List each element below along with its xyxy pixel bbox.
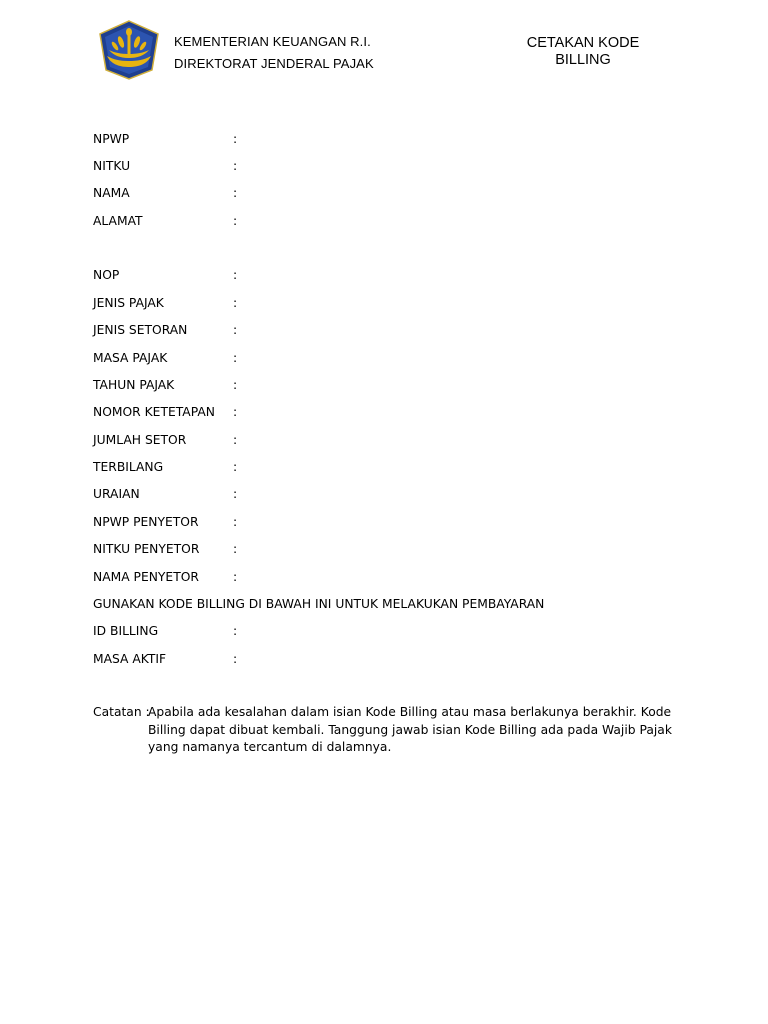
field-npwp-penyetor (93, 513, 237, 531)
org-name-ministry: KEMENTERIAN KEUANGAN R.I. (174, 34, 371, 49)
document-title (502, 35, 664, 69)
field-terbilang (93, 458, 237, 476)
field-label: ALAMAT (93, 214, 143, 228)
field-masa-pajak (93, 349, 237, 367)
field-colon: : (233, 132, 238, 146)
field-id-billing (93, 622, 237, 640)
field-colon: : (233, 624, 238, 638)
field-colon: : (233, 652, 238, 666)
field-colon: : (233, 570, 238, 584)
field-jenis-pajak (93, 294, 237, 312)
kemenkeu-logo (97, 20, 161, 80)
field-colon: : (233, 378, 238, 392)
field-uraian (93, 485, 237, 503)
field-colon: : (233, 405, 238, 419)
field-colon: : (233, 268, 238, 282)
field-nitku-penyetor (93, 540, 237, 558)
field-colon: : (233, 214, 238, 228)
note-text: Apabila ada kesalahan dalam isian Kode Billing atau masa berlakunya berakhir. Kode Billing dapat dibuat kembali. Tanggung jawab isian Kode Billing ada pada Wajib Pajak yang namanya tercantum di dalamnya. (148, 705, 672, 754)
field-nop (93, 266, 237, 284)
field-tahun-pajak (93, 376, 237, 394)
field-nomor-ketetapan (93, 403, 237, 421)
note-label: Catatan : (93, 705, 150, 719)
field-label: NAMA (93, 186, 130, 200)
field-label: TAHUN PAJAK (93, 378, 175, 392)
field-alamat (93, 212, 237, 230)
field-colon: : (233, 487, 238, 501)
document-title-line2: BILLING (555, 52, 611, 68)
field-label: MASA AKTIF (93, 652, 167, 666)
field-colon: : (233, 460, 238, 474)
field-label: JUMLAH SETOR (93, 433, 187, 447)
document-title-line1: CETAKAN KODE (526, 35, 640, 51)
field-label: JENIS SETORAN (93, 323, 188, 337)
field-colon: : (233, 186, 238, 200)
field-label: NPWP PENYETOR (93, 515, 199, 529)
field-colon: : (233, 542, 238, 556)
field-colon: : (233, 433, 238, 447)
field-label: TERBILANG (93, 460, 164, 474)
field-colon: : (233, 323, 238, 337)
field-label: NITKU (93, 159, 131, 173)
field-jenis-setoran (93, 321, 237, 339)
field-jumlah-setor (93, 431, 237, 449)
field-label: NPWP (93, 132, 130, 146)
org-name-directorate: DIREKTORAT JENDERAL PAJAK (174, 56, 374, 71)
field-npwp (93, 130, 237, 148)
field-colon: : (233, 296, 238, 310)
field-masa-aktif (93, 650, 237, 668)
field-label: JENIS PAJAK (93, 296, 164, 310)
field-label: MASA PAJAK (93, 351, 168, 365)
field-label: NOP (93, 268, 120, 282)
field-label: NITKU PENYETOR (93, 542, 200, 556)
payment-instruction: GUNAKAN KODE BILLING DI BAWAH INI UNTUK MELAKUKAN PEMBAYARAN (93, 597, 545, 611)
field-nitku (93, 157, 237, 175)
note (93, 704, 683, 757)
field-label: NOMOR KETETAPAN (93, 405, 215, 419)
field-nama-penyetor (93, 568, 237, 586)
field-label: ID BILLING (93, 624, 159, 638)
field-colon: : (233, 515, 238, 529)
field-nama (93, 184, 237, 202)
field-colon: : (233, 159, 238, 173)
field-label: NAMA PENYETOR (93, 570, 199, 584)
field-label: URAIAN (93, 487, 140, 501)
field-colon: : (233, 351, 238, 365)
